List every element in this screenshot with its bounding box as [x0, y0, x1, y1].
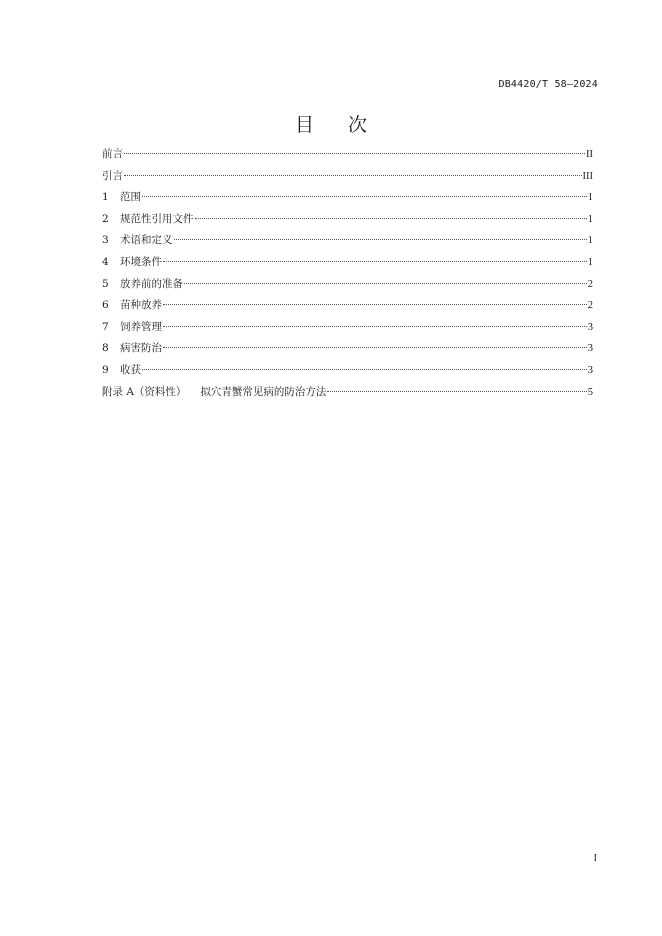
- toc-entry-page: 1: [587, 235, 593, 247]
- toc-entry-page: 3: [587, 364, 593, 376]
- toc-entry-label: 苗种放养: [120, 299, 162, 312]
- toc-entry-label: 引言: [102, 169, 123, 182]
- toc-entry-number: 2: [102, 212, 109, 225]
- toc-entry-label: 病害防治: [120, 342, 162, 355]
- toc-entry-label: 收获: [120, 363, 141, 376]
- toc-entry-label: 范围: [120, 191, 141, 204]
- toc-entry-number: 7: [102, 320, 109, 333]
- toc-leader-dots: [163, 326, 587, 327]
- toc-entry-terms-definitions[interactable]: [102, 230, 593, 252]
- toc-entry-environment[interactable]: [102, 252, 593, 274]
- toc-entry-preparation[interactable]: [102, 274, 593, 296]
- toc-leader-dots: [163, 347, 587, 348]
- toc-entry-harvest[interactable]: [102, 360, 593, 382]
- table-of-contents: [102, 144, 593, 403]
- toc-entry-label: 前言: [102, 148, 123, 160]
- page-number: I: [593, 853, 597, 864]
- toc-entry-page: 1: [587, 256, 593, 268]
- toc-entry-stocking[interactable]: [102, 295, 593, 317]
- toc-entry-feeding-management[interactable]: [102, 317, 593, 339]
- toc-entry-disease-control[interactable]: [102, 338, 593, 360]
- toc-entry-normative-references[interactable]: [102, 209, 593, 231]
- toc-leader-dots: [142, 196, 587, 197]
- toc-entry-page: 1: [587, 213, 593, 225]
- toc-entry-label: 放养前的准备: [120, 277, 183, 290]
- toc-leader-dots: [184, 283, 587, 284]
- toc-entry-number: 4: [102, 255, 109, 268]
- toc-leader-dots: [124, 175, 582, 176]
- toc-leader-dots: [124, 153, 585, 154]
- toc-entry-page: 5: [587, 386, 593, 398]
- toc-leader-dots: [195, 218, 587, 219]
- toc-entry-page: III: [582, 170, 593, 182]
- toc-entry-page: 1: [587, 192, 593, 204]
- toc-entry-number: 3: [102, 234, 109, 247]
- toc-leader-dots: [142, 369, 587, 370]
- toc-entry-page: II: [586, 149, 593, 160]
- toc-leader-dots: [163, 261, 587, 262]
- toc-entry-foreword[interactable]: [102, 144, 593, 166]
- toc-leader-dots: [163, 304, 587, 305]
- toc-leader-dots: [327, 391, 586, 392]
- toc-entry-number: 6: [102, 299, 109, 312]
- toc-entry-label: 附录 A（资料性）: [102, 385, 187, 398]
- toc-entry-introduction[interactable]: [102, 166, 593, 188]
- toc-entry-page: 2: [587, 278, 593, 290]
- toc-entry-label: 环境条件: [120, 255, 162, 268]
- toc-entry-number: 1: [102, 191, 109, 204]
- page-title: 目 次: [294, 114, 382, 136]
- toc-entry-subtitle: 拟穴青蟹常见病的防治方法: [200, 385, 327, 398]
- toc-entry-label: 规范性引用文件: [120, 212, 194, 225]
- toc-entry-number: 8: [102, 342, 109, 355]
- toc-leader-dots: [174, 239, 587, 240]
- document-code: DB4420/T 58—2024: [498, 79, 598, 90]
- toc-entry-scope[interactable]: [102, 187, 593, 209]
- toc-entry-number: 9: [102, 363, 109, 376]
- toc-entry-label: 饲养管理: [120, 320, 162, 333]
- toc-entry-page: 2: [587, 300, 593, 312]
- toc-entry-number: 5: [102, 277, 109, 290]
- toc-entry-page: 3: [587, 321, 593, 333]
- toc-entry-appendix-a[interactable]: [102, 382, 593, 404]
- toc-entry-label: 术语和定义: [120, 234, 173, 247]
- toc-entry-page: 3: [587, 343, 593, 355]
